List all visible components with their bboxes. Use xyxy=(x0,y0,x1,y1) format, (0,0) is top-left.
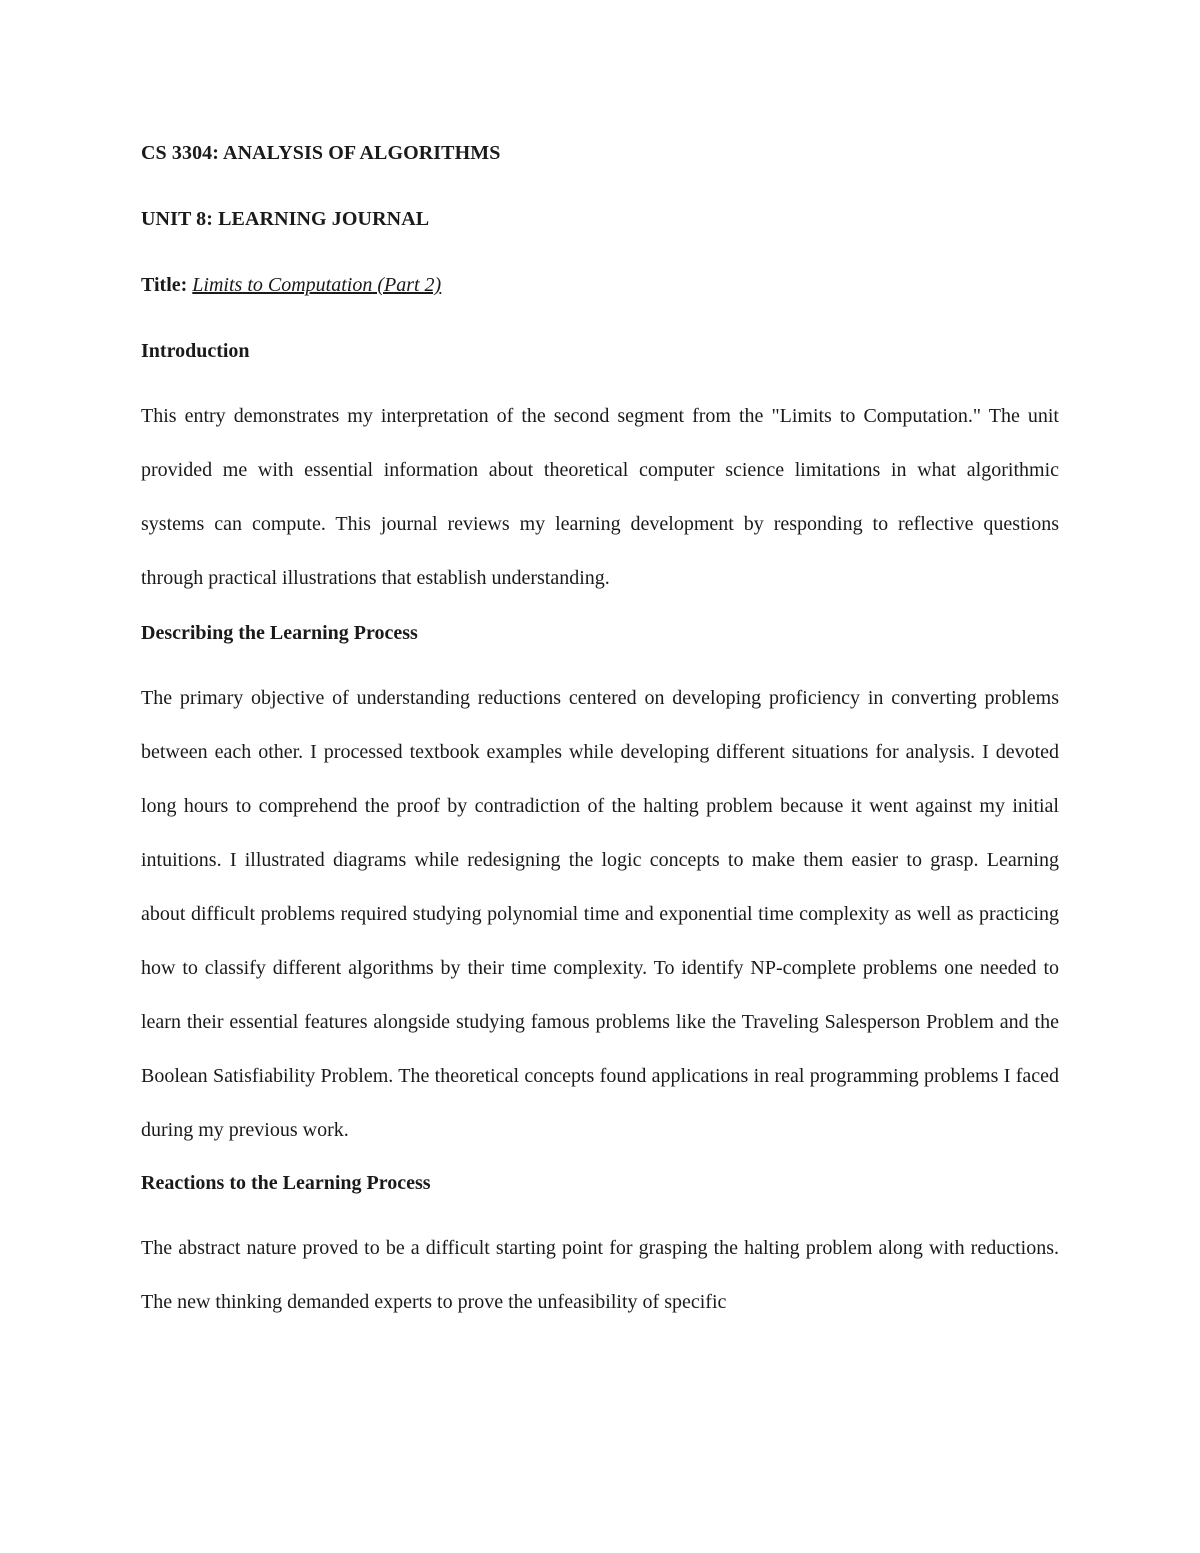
section-heading-reactions: Reactions to the Learning Process xyxy=(141,1172,431,1194)
unit-heading: UNIT 8: LEARNING JOURNAL xyxy=(141,208,430,230)
section-body-reactions: The abstract nature proved to be a difficult starting point for grasping the halting problem along with reductions. The new thinking demanded experts to prove the unfeasibility of specific xyxy=(141,1237,1059,1313)
title-value: Limits to Computation (Part 2) xyxy=(192,274,442,296)
course-heading: CS 3304: ANALYSIS OF ALGORITHMS xyxy=(141,142,501,164)
section-body-describing: The primary objective of understanding reductions centered on developing proficiency in converting problems between each other. I processed textbook examples while developing different situations for analysis. I devoted long hours to comprehend the proof by contradiction of the halting problem because it went against my initial intuitions. I illustrated diagrams while redesigning the logic concepts to make them easier to grasp. Learning about difficult problems required studying polynomial time and exponential time complexity as well as practicing how to classify different algorithms by their time complexity. To identify NP-complete problems one needed to learn their essential features alongside studying famous problems like the Traveling Salesperson Problem and the Boolean Satisfiability Problem. The theoretical concepts found applications in real programming problems I faced during my previous work. xyxy=(141,687,1059,1141)
document-content xyxy=(141,137,1059,1329)
section-body-introduction: This entry demonstrates my interpretation of the second segment from the "Limits to Computation." The unit provided me with essential information about theoretical computer science limitations in what algorithmic systems can compute. This journal reviews my learning development by responding to reflective questions through practical illustrations that establish understanding. xyxy=(141,405,1059,589)
section-heading-introduction: Introduction xyxy=(141,340,250,362)
title-line xyxy=(141,269,1059,301)
section-heading-describing: Describing the Learning Process xyxy=(141,622,418,644)
title-label: Title: xyxy=(141,274,188,296)
